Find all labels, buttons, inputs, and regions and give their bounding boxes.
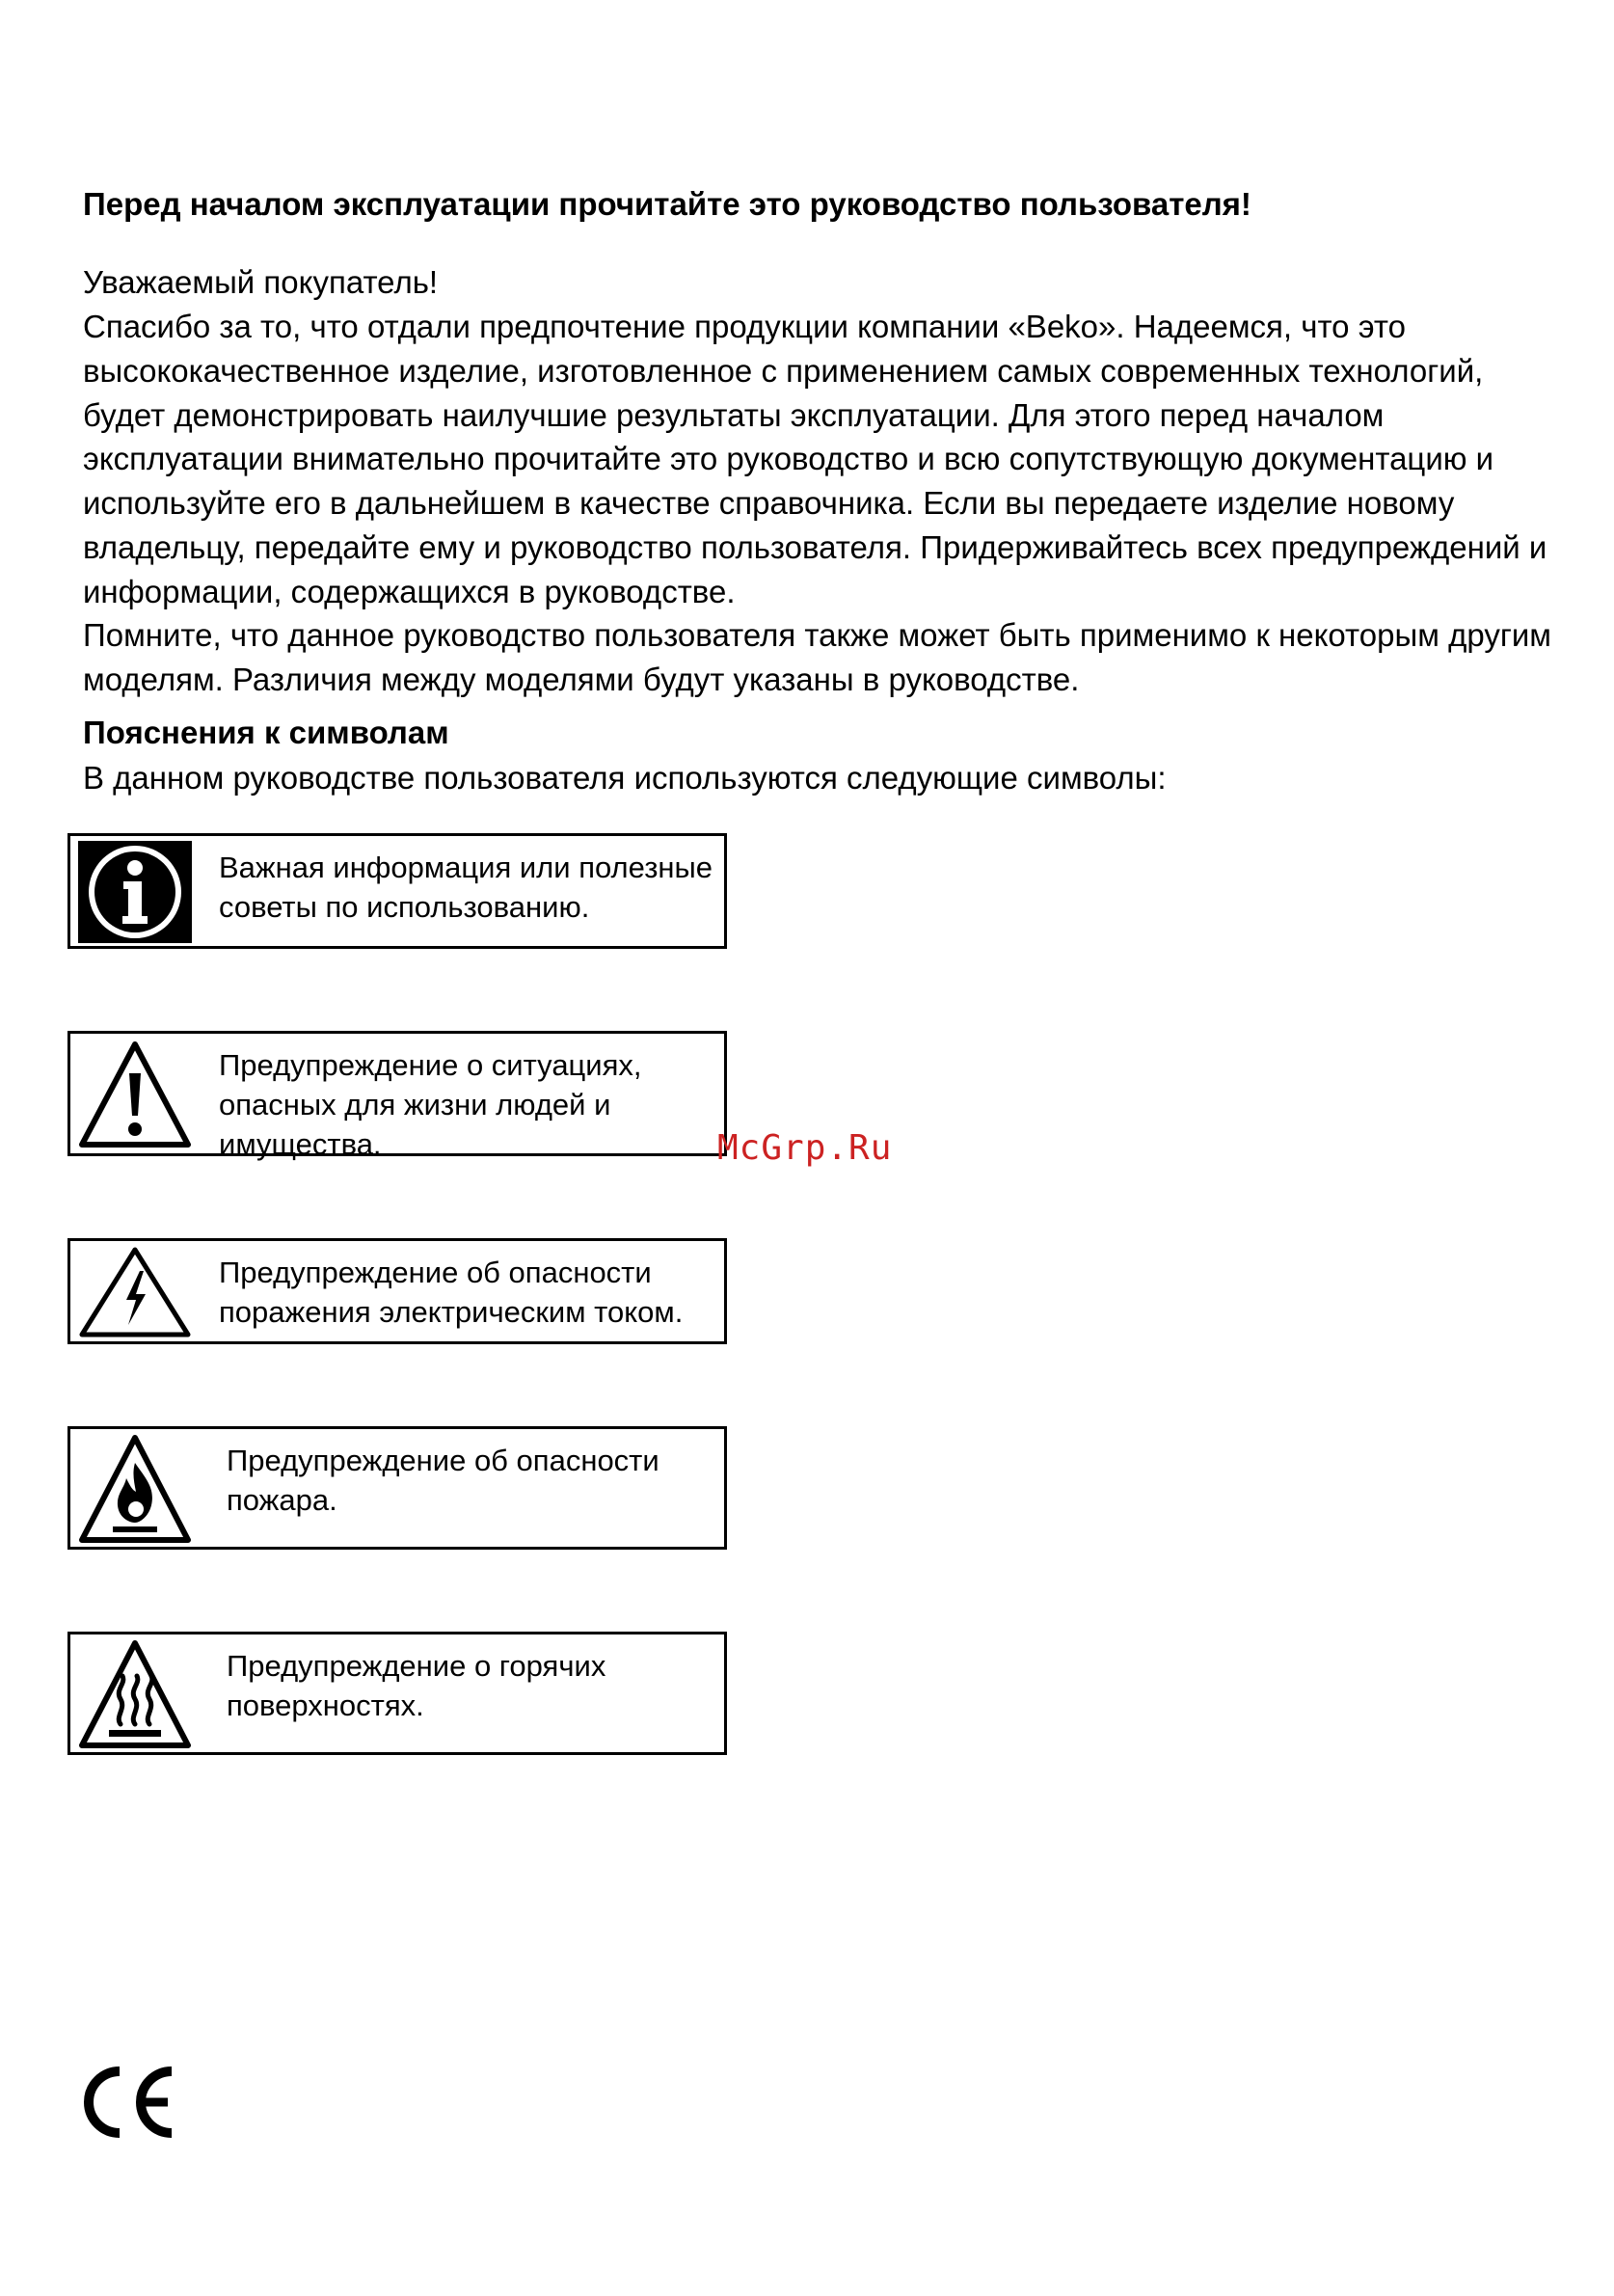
reminder-paragraph: Помните, что данное руководство пользователя также может быть применимо к некоторым другим моделям. Различия между моделями будут указаны в руководстве. [83, 617, 1551, 697]
symbol-box-electric [67, 1238, 727, 1344]
hot-surface-icon [78, 1639, 192, 1749]
greeting: Уважаемый покупатель! [83, 264, 439, 300]
symbol-desc-info: Важная информация или полезные советы по использованию. [219, 851, 713, 924]
symbol-box-hot [67, 1632, 727, 1755]
symbol-desc-electric: Предупреждение об опасности поражения электрическим током. [219, 1256, 684, 1329]
symbol-desc-fire: Предупреждение об опасности пожара. [227, 1444, 659, 1517]
ce-mark-icon [79, 2064, 177, 2141]
symbol-box-info [67, 833, 727, 949]
intro-paragraph: Спасибо за то, что отдали предпочтение продукции компании «Beko». Надеемся, что это высококачественное изделие, изготовленное с применением самых современных технологий, будет демонстрировать наилучшие результаты эксплуатации. Для этого перед началом эксплуатации внимательно прочитайте это руководство и всю сопутствующую документацию и используйте его в дальнейшем в качестве справочника. Если вы передаете изделие новому владельцу, передайте ему и руководство пользователя. Придерживайтесь всех предупреждений и информации, содержащихся в руководстве. [83, 309, 1547, 609]
symbol-desc-hot: Предупреждение о горячих поверхностях. [227, 1649, 606, 1722]
watermark: McGrp.Ru [717, 1128, 893, 1168]
warning-icon [78, 1039, 192, 1150]
page-heading: Перед началом эксплуатации прочитайте это руководство пользователя! [83, 186, 1251, 222]
symbol-desc-warning: Предупреждение о ситуациях, опасных для жизни людей и имущества. [219, 1048, 642, 1161]
info-icon [78, 841, 192, 943]
symbol-box-fire [67, 1426, 727, 1550]
electric-shock-icon [78, 1246, 192, 1338]
symbols-heading: Пояснения к символам [83, 715, 449, 750]
fire-hazard-icon [78, 1434, 192, 1544]
symbols-intro: В данном руководстве пользователя используются следующие символы: [83, 760, 1167, 796]
symbol-box-warning [67, 1031, 727, 1161]
